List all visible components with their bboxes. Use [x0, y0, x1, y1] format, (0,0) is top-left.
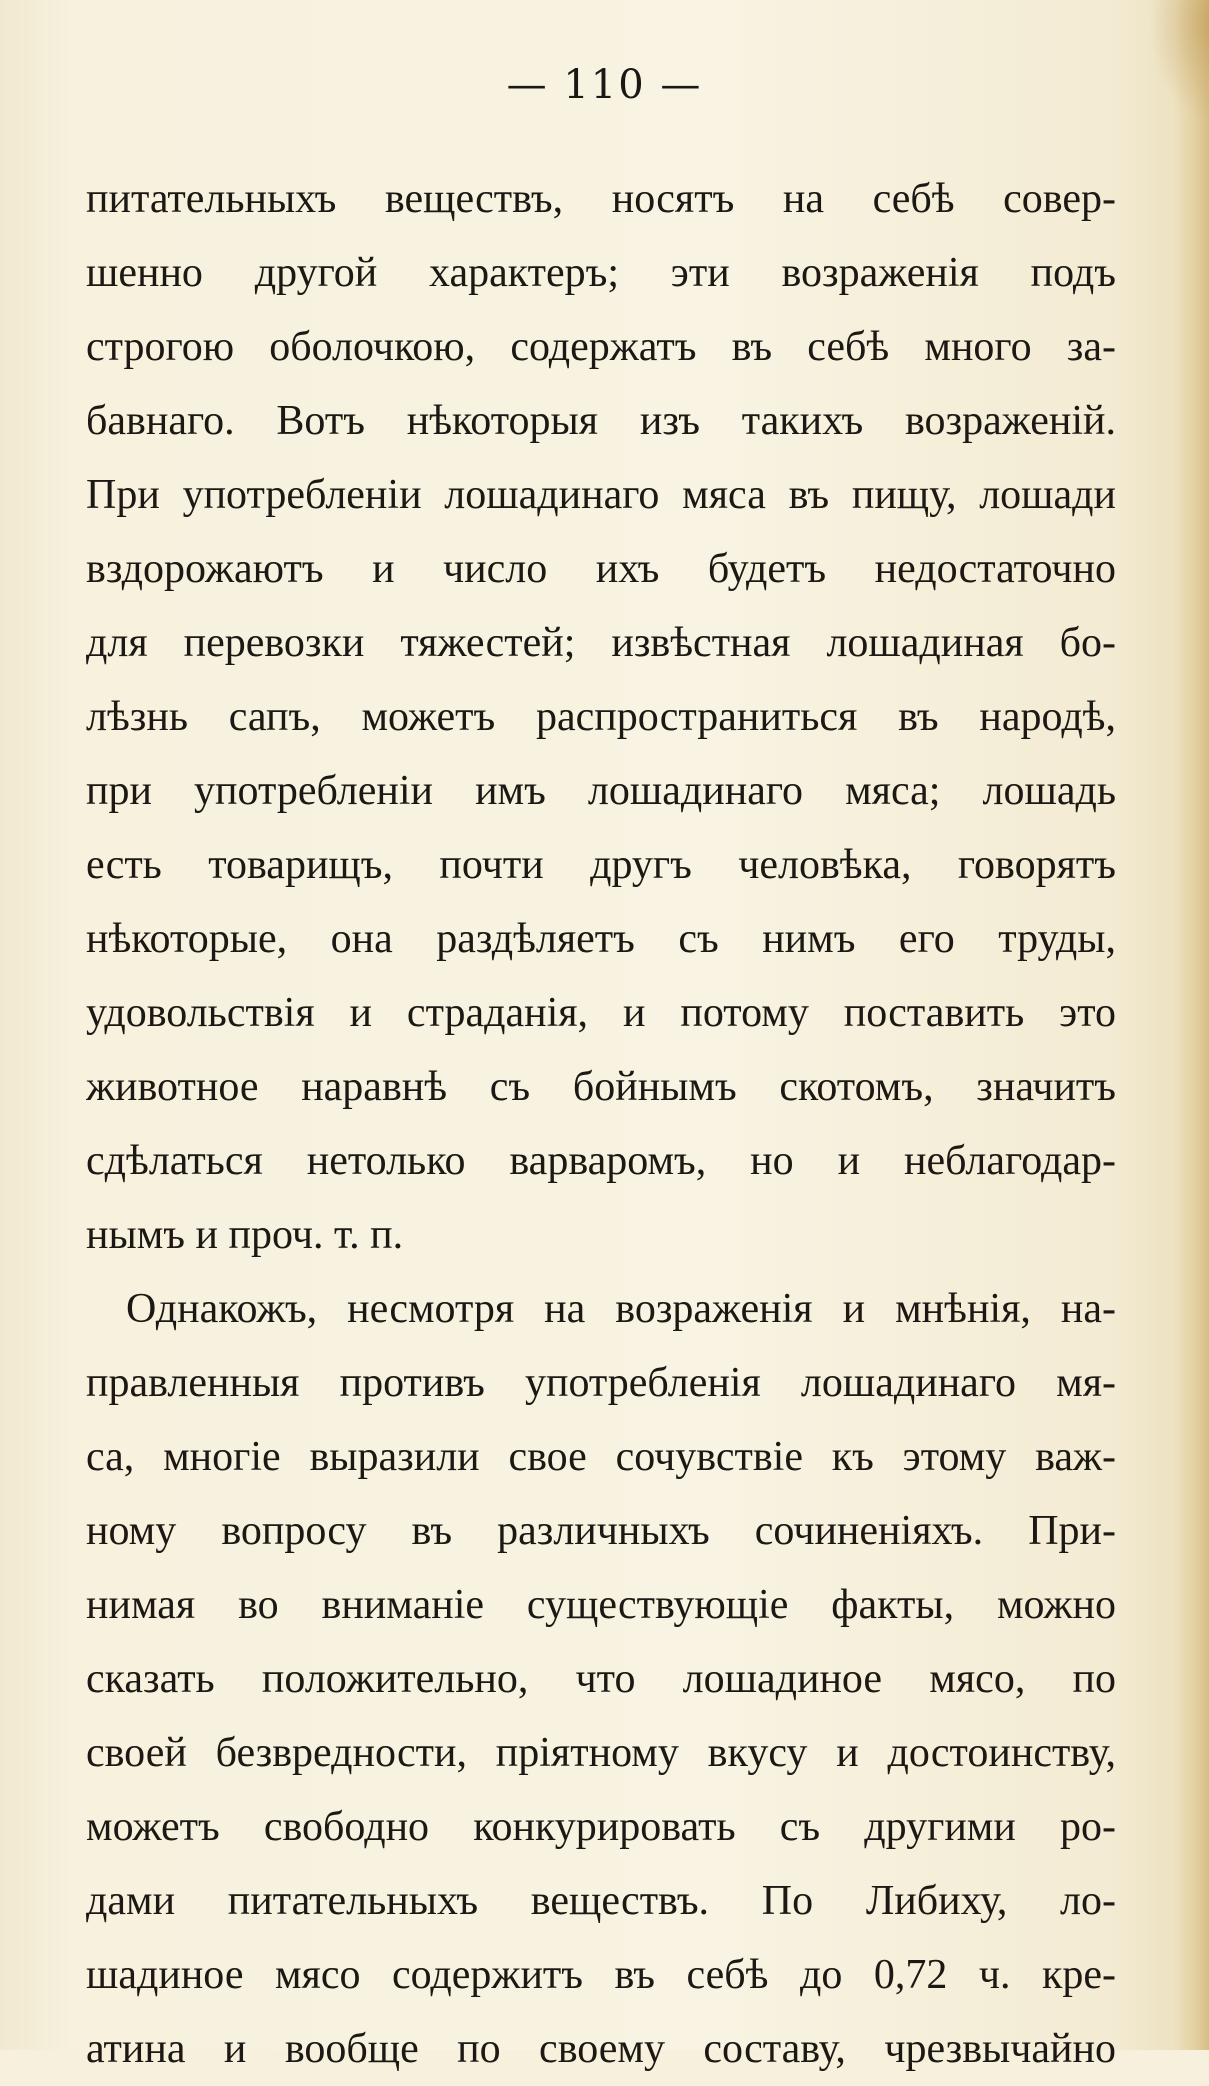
text-line: дами питательныхъ веществъ. По Либиху, ло- [86, 1878, 1116, 1924]
text-line: нымъ и проч. т. п. [86, 1212, 404, 1258]
text-line: бавнаго. Вотъ нѣкоторыя изъ такихъ возраженій. [86, 398, 1116, 444]
text-line: для перевозки тяжестей; извѣстная лошадиная бо- [86, 620, 1116, 666]
text-line: при употребленіи имъ лошадинаго мяса; лошадь [86, 768, 1116, 814]
text-line: нѣкоторые, она раздѣляетъ съ нимъ его труды, [86, 916, 1116, 962]
text-line: строгою оболочкою, содержатъ въ себѣ много за- [86, 324, 1116, 370]
text-line: са, многіе выразили свое сочувствіе къ этому важ- [86, 1434, 1116, 1480]
text-line: животное наравнѣ съ бойнымъ скотомъ, значитъ [86, 1064, 1116, 1110]
page-edge-stain [1175, 0, 1209, 2050]
text-line: сказать положительно, что лошадиное мясо, по [86, 1656, 1116, 1702]
text-line: сдѣлаться нетолько варваромъ, но и неблагодар- [86, 1138, 1116, 1184]
text-line: Однакожъ, несмотря на возраженія и мнѣнія, на- [126, 1286, 1116, 1332]
text-line: можетъ свободно конкурировать съ другими ро- [86, 1804, 1116, 1850]
text-line: своей безвредности, пріятному вкусу и достоинству, [86, 1730, 1116, 1776]
text-line: шенно другой характеръ; эти возраженія подъ [86, 250, 1116, 296]
body-text [86, 162, 1116, 2086]
text-line: вздорожаютъ и число ихъ будетъ недостаточно [86, 546, 1116, 592]
text-line: питательныхъ веществъ, носятъ на себѣ совер- [86, 176, 1116, 222]
text-line: правленныя противъ употребленія лошадинаго мя- [86, 1360, 1116, 1406]
page-number: — 110 — [506, 62, 703, 108]
text-line: При употребленіи лошадинаго мяса въ пищу, лошади [86, 472, 1116, 518]
text-line: атина и вообще по своему составу, чрезвычайно [86, 2026, 1116, 2072]
text-line: есть товарищъ, почти другъ человѣка, говорятъ [86, 842, 1116, 888]
text-line: ному вопросу въ различныхъ сочиненіяхъ. При- [86, 1508, 1116, 1554]
text-line: удовольствія и страданія, и потому поставить это [86, 990, 1116, 1036]
text-line: нимая во вниманіе существующіе факты, можно [86, 1582, 1116, 1628]
text-line: лѣзнь сапъ, можетъ распространиться въ народѣ, [86, 694, 1116, 740]
text-line: шадиное мясо содержитъ въ себѣ до 0,72 ч. кре- [86, 1952, 1116, 1998]
